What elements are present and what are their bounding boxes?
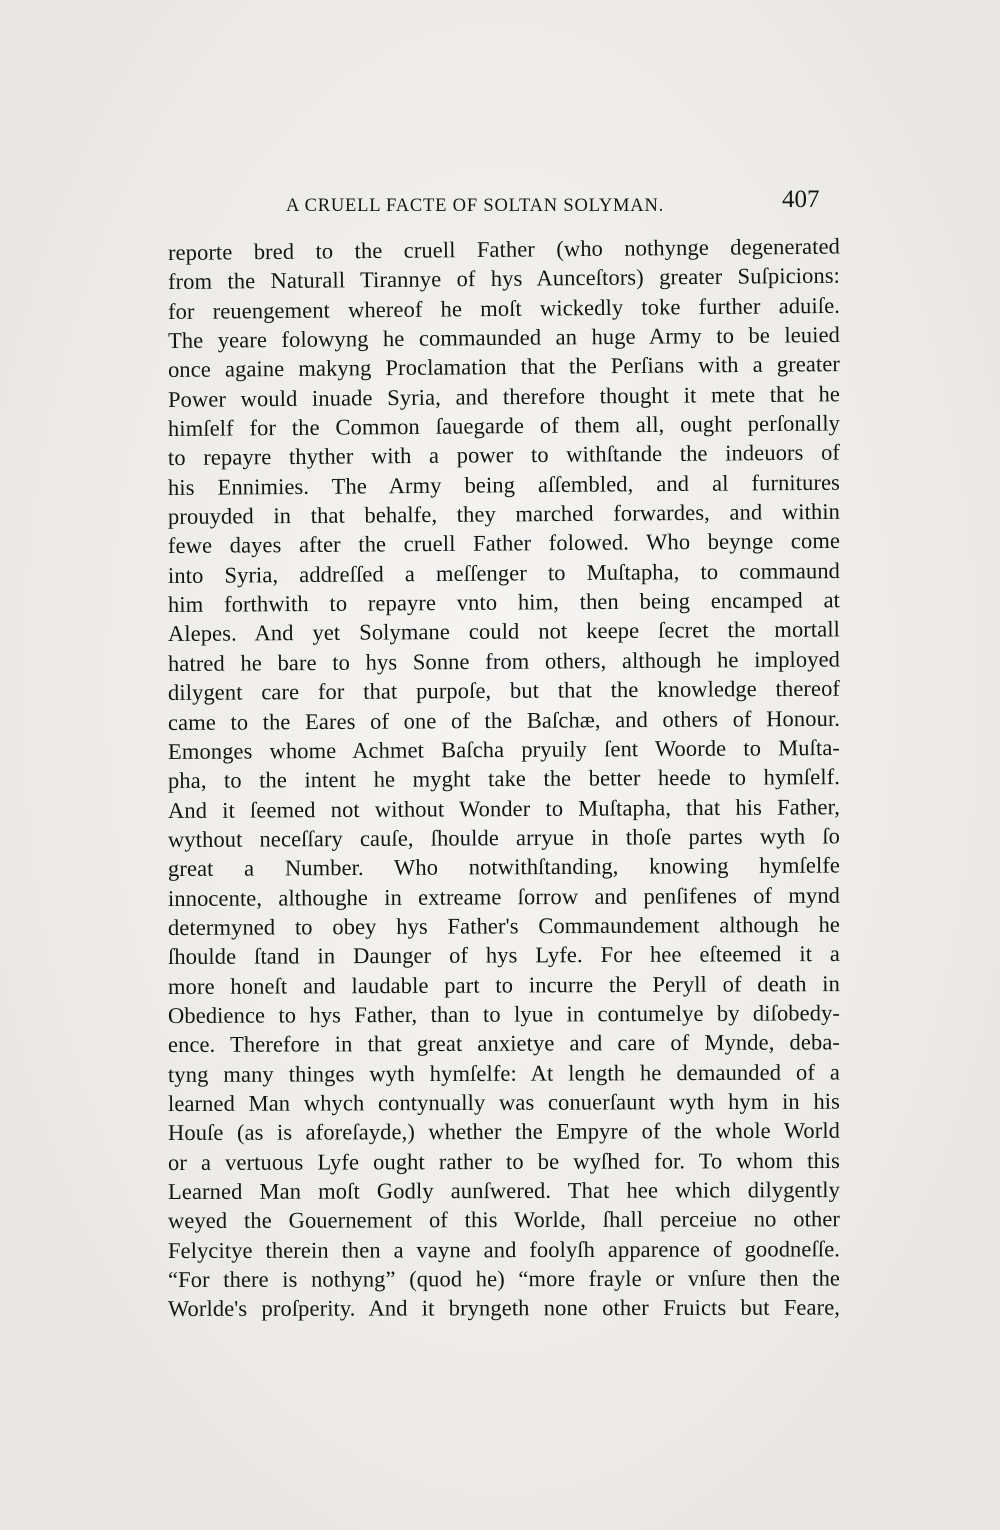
text-line: learned Man whych contynually was conuerſaunt wyth hym in his bbox=[167, 1088, 841, 1116]
text-line: his Ennimies. The Army being aſſembled, and al furnitures bbox=[167, 469, 841, 500]
text-line: fewe dayes after the cruell Father folowed. Who beynge come bbox=[167, 528, 841, 559]
text-line: Alepes. And yet Solymane could not keepe ſecret the mortall bbox=[167, 616, 841, 647]
text-line: The yeare folowyng he commaunded an huge Army to be leuied bbox=[167, 322, 841, 354]
text-line: wythout neceſſary cauſe, ſhoulde arryue in thoſe partes wyth ſo bbox=[167, 823, 841, 852]
text-line: himſelf for the Common ſauegarde of them all, ought perſonally bbox=[167, 410, 841, 442]
text-line: ſhoulde ſtand in Daunger of hys Lyfe. For hee eſteemed it a bbox=[167, 941, 841, 970]
text-line: Obedience to hys Father, than to lyue in contumelye by diſobedy- bbox=[167, 1000, 841, 1028]
text-line: great a Number. Who notwithſtanding, knowing hymſelfe bbox=[167, 852, 841, 882]
text-line: And it ſeemed not without Wonder to Muſtapha, that his Father, bbox=[167, 793, 841, 823]
text-line: for reuengement whereof he moſt wickedly toke further aduiſe. bbox=[167, 292, 841, 324]
text-line: weyed the Gouernement of this Worlde, ſhall perceiue no other bbox=[167, 1206, 841, 1234]
text-line: to repayre thyther with a power to withſtande the indeuors of bbox=[167, 439, 841, 471]
text-line: pha, to the intent he myght take the better heede to hymſelf. bbox=[167, 764, 841, 794]
text-line: prouyded in that behalfe, they marched forwardes, and within bbox=[167, 498, 841, 530]
text-line: came to the Eares of one of the Baſchæ, and others of Honour. bbox=[167, 705, 841, 735]
text-line: dilygent care for that purpoſe, but that the knowledge thereof bbox=[167, 675, 841, 706]
body-text bbox=[167, 233, 841, 1322]
text-line: from the Naturall Tirannye of hys Aunceſtors) greater Suſpicions: bbox=[167, 263, 841, 295]
text-line: Felycitye therein then a vayne and foolyſh apparence of goodneſſe. bbox=[167, 1236, 841, 1263]
text-line: into Syria, addreſſed a meſſenger to Muſtapha, to commaund bbox=[167, 557, 841, 588]
text-line: him forthwith to repayre vnto him, then being encamped at bbox=[167, 587, 841, 618]
text-line: or a vertuous Lyfe ought rather to be wyſhed for. To whom this bbox=[167, 1147, 841, 1175]
text-line: innocente, althoughe in extreame ſorrow and penſifenes of mynd bbox=[167, 882, 841, 911]
text-line: reporte bred to the cruell Father (who nothynge degenerated bbox=[167, 233, 841, 265]
text-line: hatred he bare to hys Sonne from others, although he imployed bbox=[167, 646, 841, 676]
text-line: Worlde's proſperity. And it bryngeth none other Fruicts but Feare, bbox=[167, 1294, 841, 1322]
text-line: determyned to obey hys Father's Commaundement although he bbox=[167, 911, 841, 940]
text-line: Houſe (as is aforeſayde,) whether the Empyre of the whole World bbox=[167, 1118, 841, 1146]
text-line: once againe makyng Proclamation that the Perſians with a greater bbox=[167, 351, 841, 383]
running-head: A CRUELL FACTE OF SOLTAN SOLYMAN. bbox=[286, 196, 665, 216]
text-line: Power would inuade Syria, and therefore thought it mete that he bbox=[167, 380, 841, 412]
text-line: Emonges whome Achmet Baſcha pryuily ſent Woorde to Muſta- bbox=[167, 734, 841, 764]
page-number: 407 bbox=[782, 186, 820, 213]
text-line: more honeſt and laudable part to incurre the Peryll of death in bbox=[167, 970, 841, 999]
page-header bbox=[286, 186, 846, 222]
text-line: tyng many thinges wyth hymſelfe: At length he demaunded of a bbox=[167, 1059, 841, 1087]
text-line: ence. Therefore in that great anxietye and care of Mynde, deba- bbox=[167, 1029, 841, 1058]
text-line: “For there is nothyng” (quod he) “more frayle or vnſure then the bbox=[167, 1265, 841, 1293]
text-line: Learned Man moſt Godly aunſwered. That hee which dilygently bbox=[167, 1177, 841, 1204]
